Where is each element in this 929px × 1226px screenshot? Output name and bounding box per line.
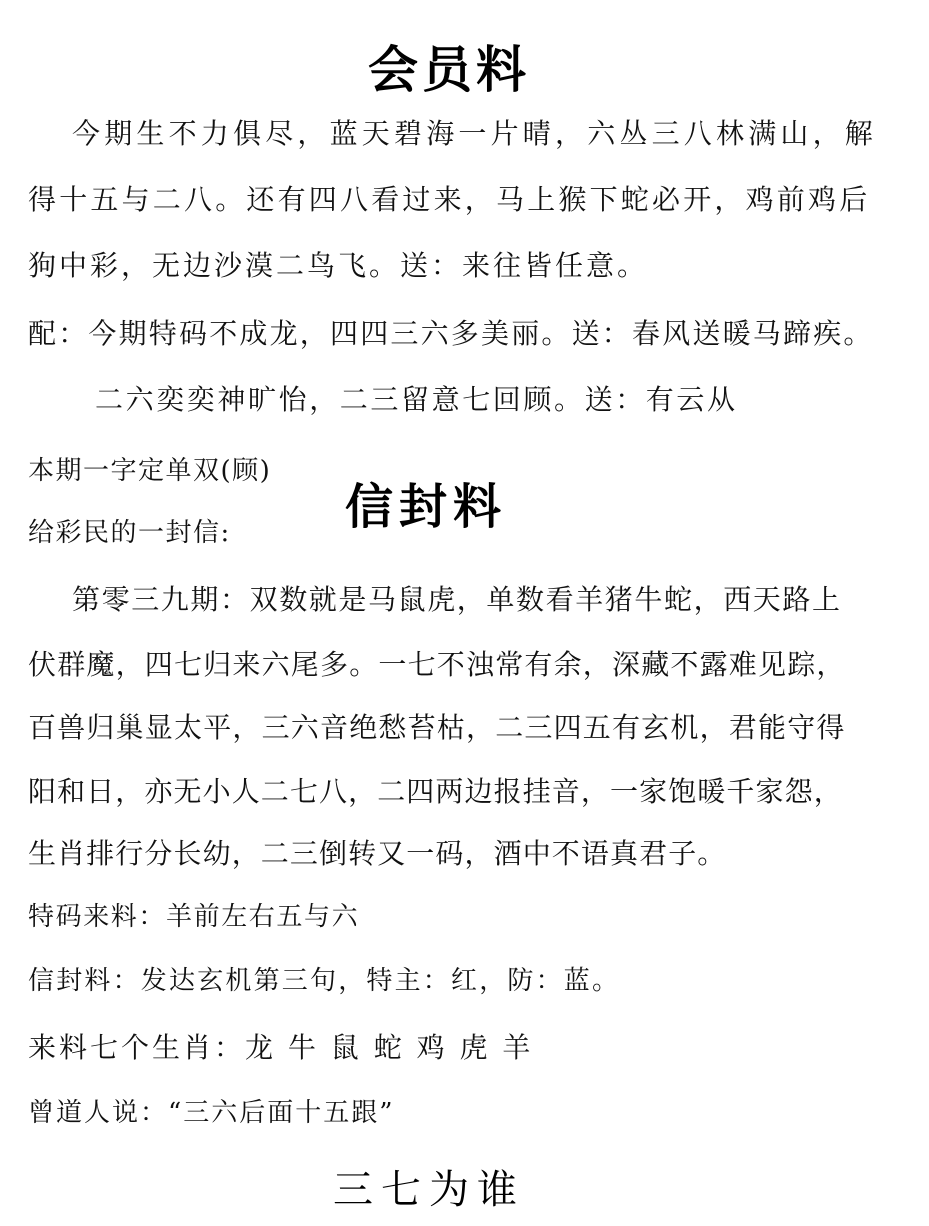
seven-zodiacs-note: 来料七个生肖：龙 牛 鼠 蛇 鸡 虎 羊 <box>28 1031 534 1064</box>
member-material-title: 会员料 <box>368 41 530 99</box>
envelope-line-3: 百兽归巢显太平，三六音绝愁苔枯，二三四五有玄机，君能守得 <box>28 711 846 744</box>
member-line-4: 配：今期特码不成龙，四四三六多美丽。送：春风送暖马蹄疾。 <box>28 317 874 350</box>
member-line-1: 今期生不力俱尽，蓝天碧海一片晴，六丛三八林满山，解 <box>72 117 878 150</box>
bottom-title: 三七为谁 <box>333 1167 525 1213</box>
envelope-material-title: 信封料 <box>345 479 508 535</box>
envelope-line-2: 伏群魔，四七归来六尾多。一七不浊常有余，深藏不露难见踪， <box>28 648 846 681</box>
member-line-3: 狗中彩，无边沙漠二鸟飞。送：来往皆任意。 <box>28 249 649 282</box>
envelope-line-1: 第零三九期：双数就是马鼠虎，单数看羊猪牛蛇，西天路上 <box>72 583 842 616</box>
single-double-note: 本期一字定单双(顾) <box>28 456 272 486</box>
envelope-line-4: 阳和日，亦无小人二七八，二四两边报挂音，一家饱暖千家怨， <box>28 775 843 808</box>
member-line-2: 得十五与二八。还有四八看过来，马上猴下蛇必开，鸡前鸡后 <box>28 183 871 216</box>
special-code-note: 特码来料：羊前左右五与六 <box>28 902 360 932</box>
member-line-5: 二六奕奕神旷怡，二三留意七回顾。送：有云从 <box>95 383 738 416</box>
letter-intro: 给彩民的一封信: <box>28 518 231 548</box>
envelope-line-5: 生肖排行分长幼，二三倒转又一码，酒中不语真君子。 <box>28 837 727 870</box>
envelope-material-note: 信封料：发达玄机第三句，特主：红，防：蓝。 <box>28 966 621 996</box>
daoist-saying: 曾道人说：“三六后面十五跟” <box>28 1098 395 1128</box>
